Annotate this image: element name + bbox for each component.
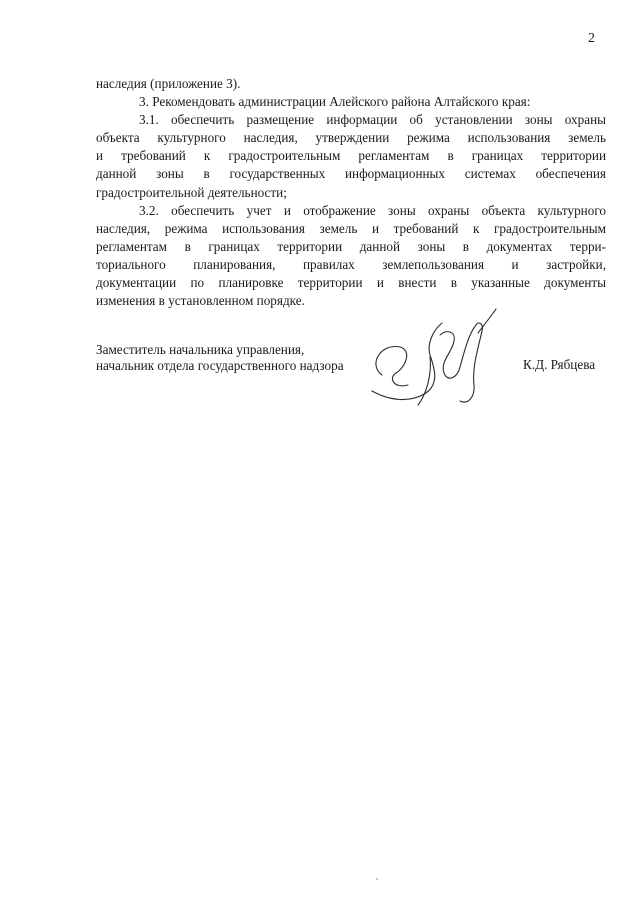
handwritten-signature: [360, 305, 510, 415]
text-line: регламентам в границах территории данной зоны в документах терри-: [96, 238, 606, 254]
text-line: 3. Рекомендовать администрации Алейского района Алтайского края:: [139, 94, 531, 110]
text-line: наследия (приложение 3).: [96, 76, 241, 91]
signer-position-line1: Заместитель начальника управления,: [96, 342, 305, 357]
signer-name: К.Д. Рябцева: [523, 357, 596, 372]
page-number: 2: [588, 31, 595, 46]
text-line: объекта культурного наследия, утверждении режима использования земель: [96, 130, 606, 146]
text-line: документации по планировке территории и внести в указанные документы: [96, 275, 606, 291]
text-line: и требований к градостроительным регламентам в границах территории: [96, 148, 606, 164]
text-line: 3.1. обеспечить размещение информации об установлении зоны охраны: [139, 112, 606, 128]
text-line: ториального планирования, правилах землепользования и застройки,: [96, 256, 606, 272]
text-line: 3.2. обеспечить учет и отображение зоны охраны объекта культурного: [139, 202, 606, 218]
text-line: градостроительной деятельности;: [96, 184, 287, 200]
scan-mark: [376, 878, 378, 880]
signer-position-line2: начальник отдела государственного надзора: [96, 357, 344, 373]
text-line: наследия, режима использования земель и требований к градостроительным: [96, 220, 606, 236]
text-line: данной зоны в государственных информационных системах обеспечения: [96, 166, 606, 182]
text-line: изменения в установленном порядке.: [96, 293, 305, 309]
document-body: [96, 75, 606, 310]
